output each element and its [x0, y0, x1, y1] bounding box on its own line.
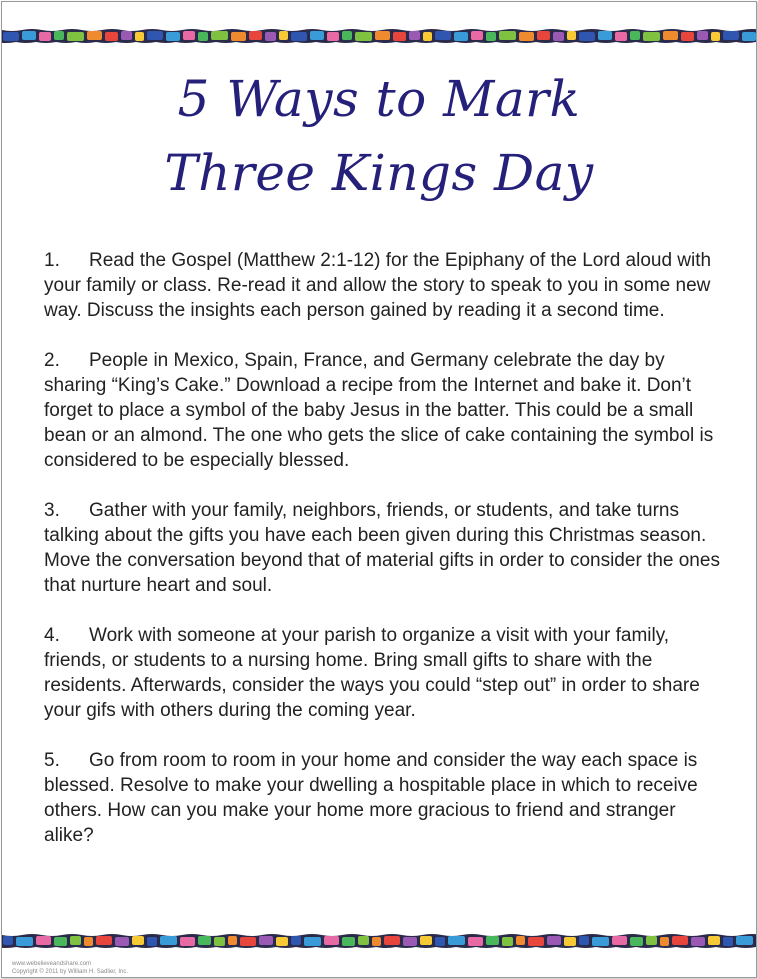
mosaic-tile: [160, 936, 177, 945]
mosaic-tile: [468, 937, 483, 946]
mosaic-tile: [54, 937, 67, 946]
mosaic-tile: [723, 937, 733, 946]
mosaic-tile: [84, 937, 93, 946]
mosaic-tile: [711, 32, 720, 41]
mosaic-tile: [183, 31, 195, 40]
mosaic-tile: [324, 936, 339, 945]
mosaic-tile: [36, 936, 51, 945]
mosaic-tile: [132, 936, 144, 945]
mosaic-tile: [708, 936, 720, 945]
mosaic-tile: [276, 937, 288, 946]
item-text: Read the Gospel (Matthew 2:1-12) for the Epiphany of the Lord aloud with your family or class. Re-read it and allow the story to speak to you in some new way. Discuss the insights each person gained by reading it a second time.: [44, 250, 712, 321]
mosaic-tile: [423, 32, 432, 41]
mosaic-tile: [723, 31, 739, 40]
mosaic-tile: [553, 32, 564, 41]
mosaic-tile: [39, 32, 51, 41]
mosaic-tile: [384, 936, 400, 945]
item-text: Go from room to room in your home and consider the way each space is blessed. Resolve to make your dwelling a hospitable place in which to receive others. How can you make your home more gracious to friend and stranger alike?: [44, 750, 698, 846]
list-item: [44, 748, 724, 848]
mosaic-tile: [564, 937, 576, 946]
mosaic-tile: [736, 936, 753, 945]
mosaic-tile: [54, 31, 64, 40]
mosaic-tile: [147, 31, 163, 40]
mosaic-tile: [471, 31, 483, 40]
mosaic-tile: [70, 936, 81, 945]
bottom-mosaic-svg: [2, 931, 756, 951]
item-text: People in Mexico, Spain, France, and Germany celebrate the day by sharing “King’s Cake.” Download a recipe from the Internet and bake it. Don’t forget to place a symbol of the baby Jesus in the batter. This could be a small bean or an almond. The one who gets the slice of cake containing the symbol is considered to be especially blessed.: [44, 350, 714, 471]
item-number: 5.: [44, 750, 60, 771]
mosaic-tile: [567, 31, 576, 40]
top-mosaic-svg: [2, 26, 756, 46]
top-mosaic-border: [2, 26, 756, 46]
mosaic-tile: [660, 937, 669, 946]
mosaic-tile: [198, 936, 211, 945]
list-item: [44, 623, 724, 723]
mosaic-tile: [375, 31, 390, 40]
mosaic-tile: [87, 31, 102, 40]
mosaic-tile: [211, 31, 228, 40]
mosaic-tile: [547, 936, 561, 945]
mosaic-tile: [697, 31, 708, 40]
mosaic-tile: [214, 937, 225, 946]
page-title-line-1: 5 Ways to Mark: [177, 70, 581, 128]
mosaic-tile: [403, 937, 417, 946]
mosaic-tile: [240, 937, 256, 946]
worksheet-page: [1, 1, 757, 978]
mosaic-tile: [355, 32, 372, 41]
mosaic-tile: [519, 32, 534, 41]
list-item: [44, 248, 724, 323]
mosaic-tile: [537, 31, 550, 40]
mosaic-tile: [105, 32, 118, 41]
mosaic-tile: [198, 32, 208, 41]
mosaic-tile: [454, 32, 468, 41]
mosaic-tile: [681, 32, 694, 41]
mosaic-tile: [3, 936, 13, 945]
mosaic-tile: [435, 31, 451, 40]
mosaic-tile: [486, 936, 499, 945]
list-item: [44, 348, 724, 473]
mosaic-tile: [435, 937, 445, 946]
mosaic-tile: [615, 32, 627, 41]
mosaic-tile: [742, 32, 756, 41]
mosaic-tile: [231, 32, 246, 41]
mosaic-tile: [612, 936, 627, 945]
mosaic-tile: [409, 31, 420, 40]
mosaic-tile: [265, 32, 276, 41]
list-item: [44, 498, 724, 598]
mosaic-tile: [643, 32, 660, 41]
item-text: Gather with your family, neighbors, friends, or students, and take turns talking about the gifts you have each been given during this Christmas season. Move the conversation beyond that of material gifts in order to consider the ones that nurture heart and soul.: [44, 500, 720, 596]
item-number: 2.: [44, 350, 60, 371]
mosaic-tile: [22, 31, 36, 40]
mosaic-tile: [372, 937, 381, 946]
mosaic-tile: [96, 936, 112, 945]
footer: [12, 960, 128, 976]
mosaic-tile: [358, 936, 369, 945]
mosaic-tile: [663, 31, 678, 40]
mosaic-tile: [16, 937, 33, 946]
mosaic-tile: [630, 31, 640, 40]
mosaic-tile: [304, 937, 321, 946]
mosaic-tile: [342, 31, 352, 40]
mosaic-tile: [166, 32, 180, 41]
ways-list: [44, 248, 724, 873]
mosaic-tile: [579, 32, 595, 41]
mosaic-tile: [528, 937, 544, 946]
mosaic-tile: [516, 936, 525, 945]
mosaic-tile: [259, 936, 273, 945]
item-text: Work with someone at your parish to organize a visit with your family, friends, or students to a nursing home. Bring small gifts to share with the residents. Afterwards, consider the ways you could “step out” in order to share your gifs with others during the coming year.: [44, 625, 700, 721]
mosaic-tile: [291, 936, 301, 945]
mosaic-tile: [592, 937, 609, 946]
mosaic-tile: [310, 31, 324, 40]
mosaic-tile: [598, 31, 612, 40]
mosaic-tile: [672, 936, 688, 945]
mosaic-tile: [499, 31, 516, 40]
mosaic-tile: [228, 936, 237, 945]
mosaic-tile: [180, 937, 195, 946]
mosaic-tile: [67, 32, 84, 41]
page-title-line-2: Three Kings Day: [164, 144, 594, 202]
item-number: 3.: [44, 500, 60, 521]
item-number: 1.: [44, 250, 60, 271]
mosaic-tile: [691, 937, 705, 946]
mosaic-tile: [502, 937, 513, 946]
item-number: 4.: [44, 625, 60, 646]
mosaic-tile: [115, 937, 129, 946]
mosaic-tile: [342, 937, 355, 946]
mosaic-tile: [327, 32, 339, 41]
mosaic-tile: [579, 936, 589, 945]
mosaic-tile: [646, 936, 657, 945]
mosaic-tile: [147, 937, 157, 946]
mosaic-tile: [420, 936, 432, 945]
bottom-mosaic-border: [2, 931, 756, 951]
footer-website: www.webelieveandshare.com: [12, 961, 92, 967]
mosaic-tile: [393, 32, 406, 41]
footer-copyright: Copyright © 2011 by William H. Sadlier, Inc.: [12, 969, 129, 975]
mosaic-tile: [135, 32, 144, 41]
mosaic-tile: [279, 31, 288, 40]
mosaic-tile: [3, 32, 19, 41]
mosaic-tile: [486, 32, 496, 41]
mosaic-tile: [121, 31, 132, 40]
mosaic-tile: [291, 32, 307, 41]
mosaic-tile: [448, 936, 465, 945]
mosaic-tile: [630, 937, 643, 946]
mosaic-tile: [249, 31, 262, 40]
